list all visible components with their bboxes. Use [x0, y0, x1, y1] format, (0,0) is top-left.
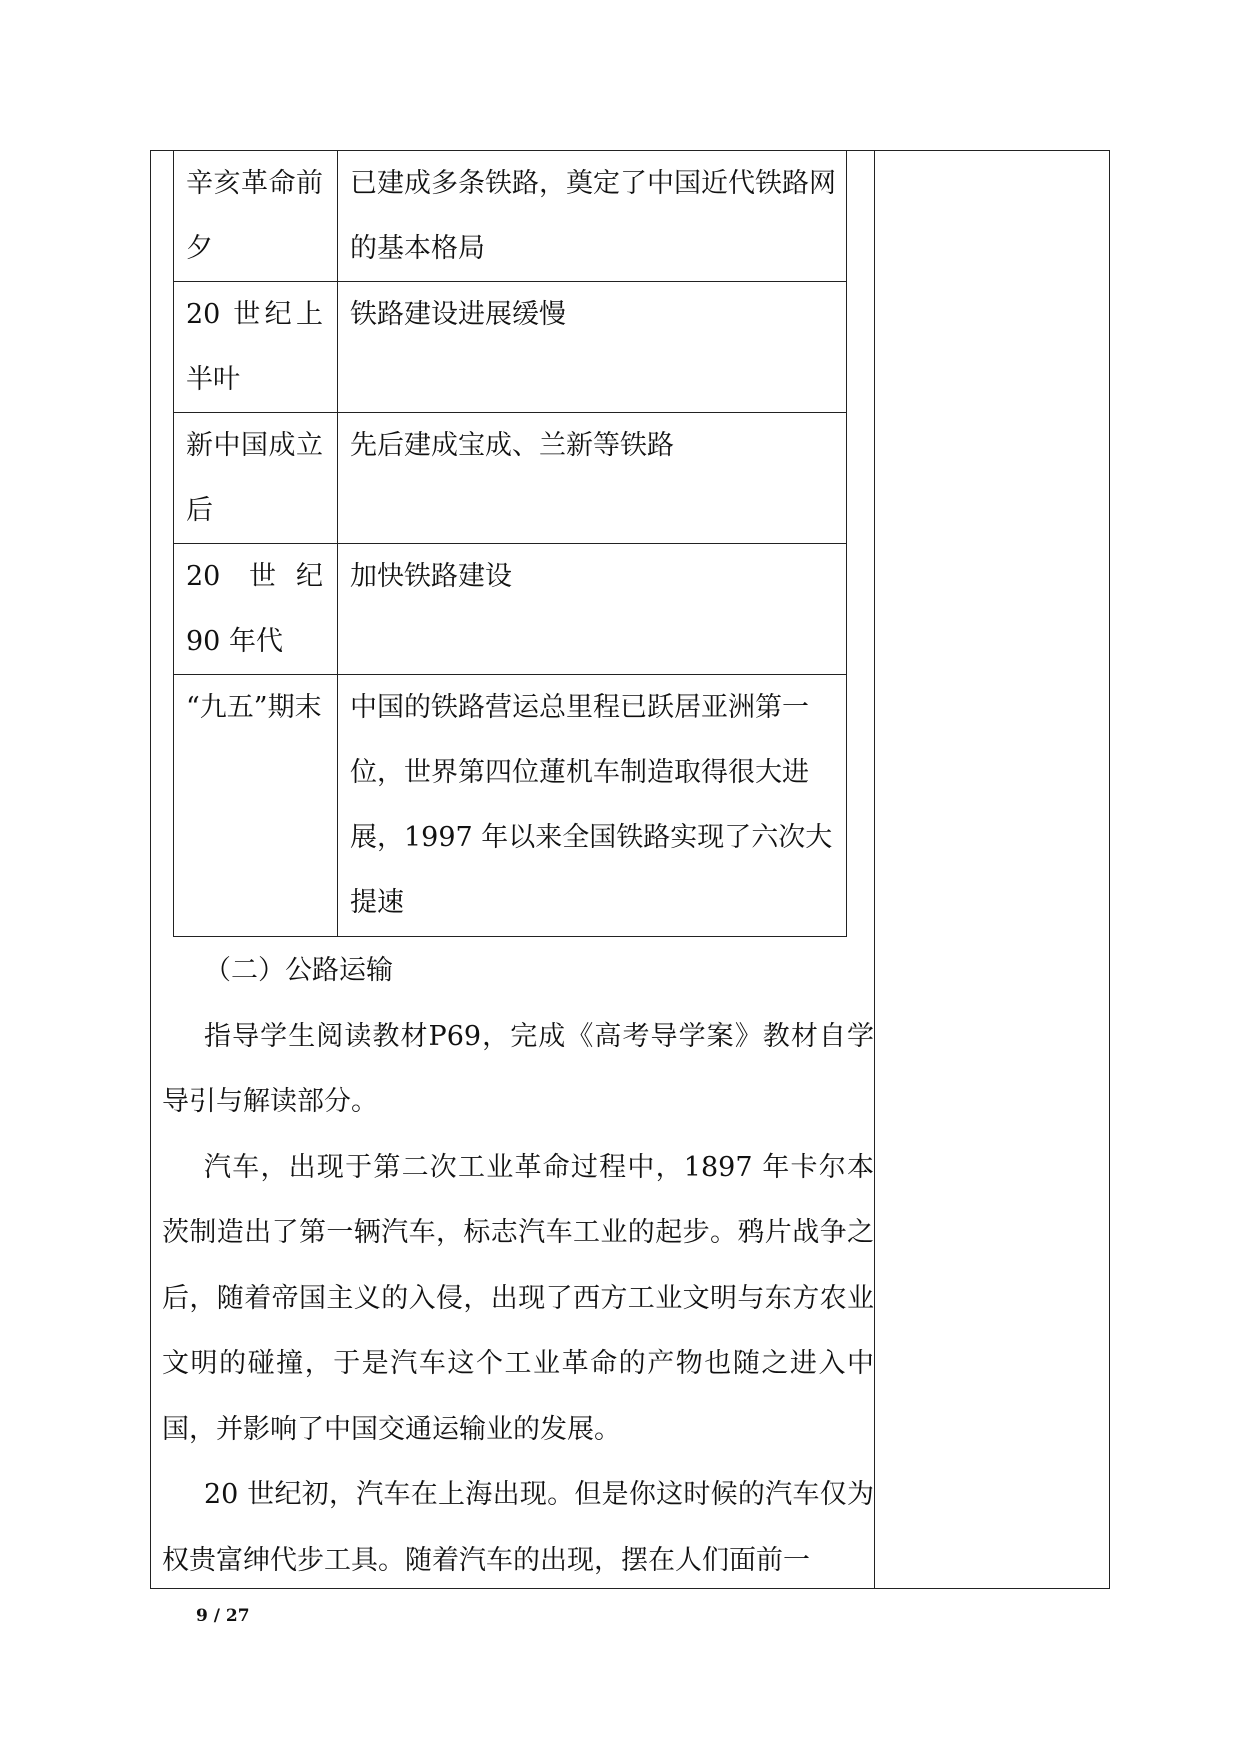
table-row — [174, 675, 847, 937]
event-cell: 铁路建设进展缓慢 — [338, 282, 847, 413]
period-cell: “九五”期末 — [174, 675, 338, 937]
paragraph: 指导学生阅读教材P69，完成《高考导学案》教材自学导引与解读部分。 — [162, 1020, 874, 1117]
table-row — [174, 413, 847, 544]
railway-history-table — [173, 150, 847, 937]
period-cell: 辛亥革命前夕 — [174, 151, 338, 282]
period-cell: 新中国成立后 — [174, 413, 338, 544]
period-cell: 20 世纪上半叶 — [174, 282, 338, 413]
period-cell: 20 世纪 90 年代 — [174, 544, 338, 675]
lesson-body — [162, 938, 874, 1593]
paragraph: 汽车，出现于第二次工业革命过程中，1897 年卡尔本茨制造出了第一辆汽车，标志汽车工业的起步。鸦片战争之后，随着帝国主义的入侵，出现了西方工业文明与东方农业文明的碰撞，于是汽车这个工业革命的产物也随之进入中国，并影响了中国交通运输业的发展。 — [162, 1151, 874, 1445]
event-cell: 先后建成宝成、兰新等铁路 — [338, 413, 847, 544]
paragraph: 20 世纪初，汽车在上海出现。但是你这时候的汽车仅为权贵富绅代步工具。随着汽车的出现，摆在人们面前一 — [162, 1479, 874, 1576]
table-row — [174, 151, 847, 282]
event-cell: 中国的铁路营运总里程已跃居亚洲第一位，世界第四位蓮机车制造取得很大进展，1997 年以来全国铁路实现了六次大提速 — [338, 675, 847, 937]
table-row — [174, 544, 847, 675]
notes-column-divider — [874, 150, 875, 1589]
page-number: 9 / 27 — [196, 1606, 250, 1626]
table-row — [174, 282, 847, 413]
section-heading: （二）公路运输 — [204, 955, 393, 986]
event-cell: 加快铁路建设 — [338, 544, 847, 675]
event-cell: 已建成多条铁路，奠定了中国近代铁路网的基本格局 — [338, 151, 847, 282]
